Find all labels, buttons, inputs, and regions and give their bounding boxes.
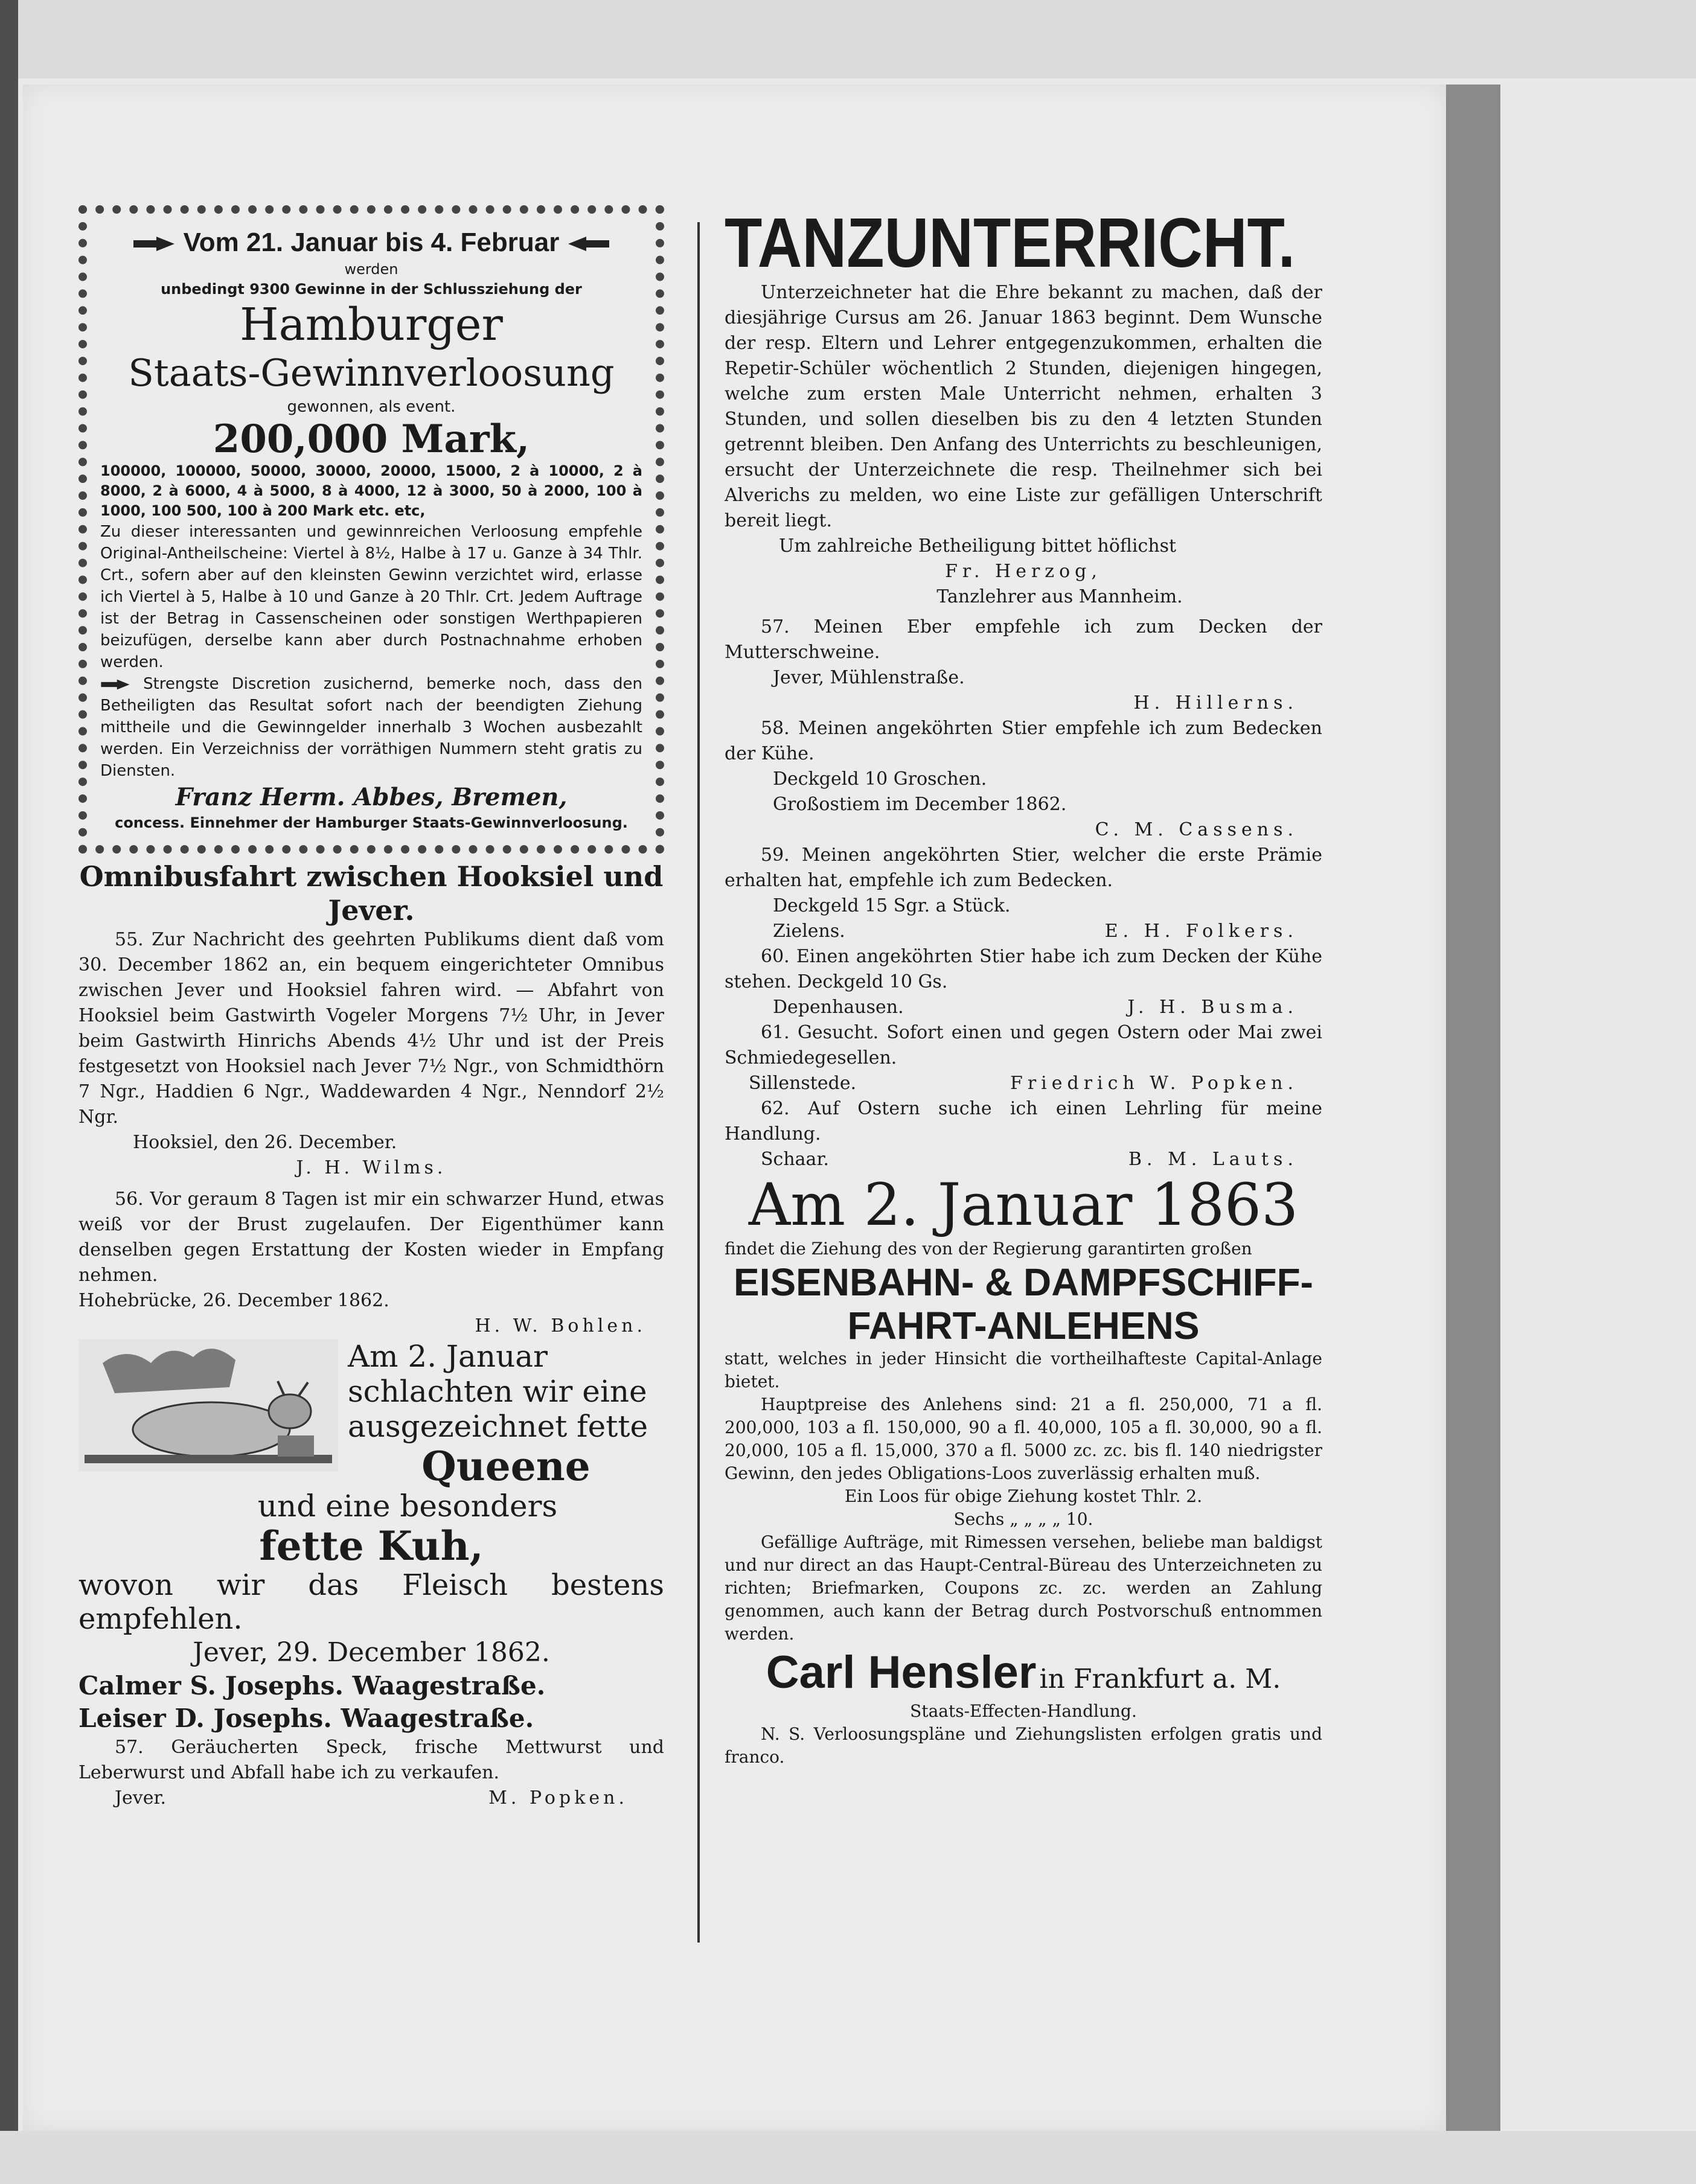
ad-60-signature: J. H. Busma. bbox=[1127, 997, 1298, 1018]
butcher-line-6: fette Kuh, bbox=[259, 1522, 484, 1569]
lottery-line1: unbedingt 9300 Gewinne in der Schlussziehung der bbox=[161, 281, 582, 298]
railway-text-3: Gefällige Aufträge, mit Rimessen versehen, beliebe man baldigst und nur direct an das Haupt-Central-Büreau des Unterzeichneten zu richten; Briefmarken, Coupons zc. zc. werden an Zahlung genommen, auch kann der Betrag durch Postvorschuß entnommen werden. bbox=[725, 1532, 1322, 1644]
left-column bbox=[78, 205, 664, 1811]
railway-loos-2: Sechs „ „ „ „ 10. bbox=[953, 1509, 1093, 1529]
ad-59-footer bbox=[725, 919, 1322, 944]
ad-58-signature: C. M. Cassens. bbox=[1095, 819, 1298, 840]
lottery-signature-sub: concess. Einnehmer der Hamburger Staats-Gewinnverloosung. bbox=[115, 814, 628, 831]
ad-57-signature: H. Hillerns. bbox=[1133, 692, 1298, 714]
dog-place: Hohebrücke, 26. December 1862. bbox=[78, 1290, 389, 1311]
lottery-prizes: 100000, 100000, 50000, 30000, 20000, 15000, 2 à 10000, 2 à 8000, 2 à 6000, 4 à 5000, 8 à 4000, 12 à 3000, 50 à 2000, 100 à 1000, 100 500, 100 à 200 Mark etc. etc, bbox=[100, 462, 642, 519]
ad-60 bbox=[725, 944, 1322, 1020]
ad-59-signature: E. H. Folkers. bbox=[1104, 921, 1298, 942]
ad-60-place: Depenhausen. bbox=[773, 997, 904, 1018]
ad-62-signature: B. M. Lauts. bbox=[1128, 1149, 1298, 1170]
ad-61 bbox=[725, 1020, 1322, 1096]
butcher-line-1: Am 2. Januar bbox=[348, 1339, 548, 1374]
butcher-line-4: Queene bbox=[421, 1443, 590, 1490]
butcher-line-5: und eine besonders bbox=[257, 1489, 558, 1524]
lottery-amount: 200,000 Mark, bbox=[213, 417, 530, 462]
book-edge bbox=[1446, 85, 1500, 2131]
butcher-sig-1: Calmer S. Josephs. Waagestraße. bbox=[78, 1671, 546, 1700]
ad-58 bbox=[725, 716, 1322, 843]
butcher-line-3: ausgezeichnet fette bbox=[348, 1409, 648, 1444]
dance-line: Um zahlreiche Betheiligung bittet höflichst bbox=[779, 535, 1177, 557]
speck-footer bbox=[78, 1786, 664, 1811]
ad-60-text: 60. Einen angeköhrten Stier habe ich zum Decken der Kühe stehen. Deckgeld 10 Gs. bbox=[725, 946, 1322, 992]
railway-signature: Carl Hensler bbox=[766, 1647, 1037, 1698]
ad-61-footer bbox=[725, 1071, 1322, 1096]
lottery-title-1: Hamburger bbox=[240, 299, 503, 351]
railway-title-1: EISENBAHN- & DAMPFSCHIFF- bbox=[734, 1260, 1313, 1304]
ad-61-text: 61. Gesucht. Sofort einen und gegen Ostern oder Mai zwei Schmiedegesellen. bbox=[725, 1022, 1322, 1068]
railway-intro: findet die Ziehung des von der Regierung garantirten großen bbox=[725, 1239, 1252, 1259]
railway-date: Am 2. Januar 1863 bbox=[748, 1171, 1299, 1239]
ad-62-footer bbox=[725, 1147, 1322, 1172]
railway-loos-1: Ein Loos für obige Ziehung kostet Thlr. 2. bbox=[844, 1486, 1203, 1506]
butcher-line-2: schlachten wir eine bbox=[348, 1374, 647, 1409]
dance-title: TANZUNTERRICHT. bbox=[725, 203, 1296, 282]
lottery-body-2: Strengste Discretion zusichernd, bemerke noch, dass den Betheiligten das Resultat sofort nach der beendigten Ziehung mittheile und die Gewinngelder innerhalb 3 Wochen ausbezahlt werden. Ein Verzeichniss der vorräthigen Nummern steht gratis zu Diensten. bbox=[100, 675, 642, 780]
dog-text: 56. Vor geraum 8 Tagen ist mir ein schwarzer Hund, etwas weiß vor der Brust zugelaufen. Der Eigenthümer kann denselben gegen Erstattung der Kosten wieder in Empfang nehmen. bbox=[78, 1189, 664, 1286]
ad-57-place: Jever, Mühlenstraße. bbox=[773, 667, 965, 688]
ad-59-extra: Deckgeld 15 Sgr. a Stück. bbox=[773, 895, 1011, 916]
ad-57-text: 57. Meinen Eber empfehle ich zum Decken der Mutterschweine. bbox=[725, 616, 1322, 663]
ad-61-signature: Friedrich W. Popken. bbox=[1010, 1073, 1298, 1094]
ad-57 bbox=[725, 615, 1322, 716]
speck-text: 57. Geräucherten Speck, frische Mettwurst und Leberwurst und Abfall habe ich zu verkaufen. bbox=[78, 1737, 664, 1783]
omnibus-heading: Omnibusfahrt zwischen Hooksiel und Jever. bbox=[79, 860, 664, 927]
lottery-signature: Franz Herm. Abbes, Bremen, bbox=[175, 783, 568, 811]
ad-60-footer bbox=[725, 995, 1322, 1020]
ad-59-text: 59. Meinen angeköhrten Stier, welcher die erste Prämie erhalten hat, empfehle ich zum Bedecken. bbox=[725, 845, 1322, 891]
railway-text-2: Hauptpreise des Anlehens sind: 21 a fl. 250,000, 71 a fl. 200,000, 103 a fl. 150,000, 90 a fl. 40,000, 105 a fl. 30,000, 90 a fl. 20,000, 105 a fl. 15,000, 370 a fl. 5000 zc. zc. bis fl. 140 niedrigster Gewinn, den jedes Obligations-Loos zuverlässig erhalten muß. bbox=[725, 1394, 1322, 1483]
railway-ns: N. S. Verloosungspläne und Ziehungslisten erfolgen gratis und franco. bbox=[725, 1724, 1322, 1767]
omnibus-place: Hooksiel, den 26. December. bbox=[133, 1132, 397, 1153]
lottery-body: Zu dieser interessanten und gewinnreichen Verloosung empfehle Original-Antheilscheine: Viertel à 8½, Halbe à 17 u. Ganze à 34 Thlr. Crt., sofern aber auf den kleinsten Gewinn verzichtet wird, erlasse ich Viertel à 5, Halbe à 10 und Ganze à 20 Thlr. Crt. Jedem Auftrage ist der Betrag in Cassenscheinen oder sonstigen Werthpapieren beizufügen, derselbe kann aber durch Postnachnahme erhoben werden. bbox=[100, 523, 642, 671]
railway-title-2: FAHRT-ANLEHENS bbox=[847, 1304, 1200, 1347]
omnibus-signature: J. H. Wilms. bbox=[296, 1157, 447, 1178]
lottery-werden: werden bbox=[344, 261, 398, 278]
butcher-place: Jever, 29. December 1862. bbox=[193, 1637, 550, 1668]
lottery-ad bbox=[78, 205, 664, 854]
scan-background-bottom bbox=[0, 2131, 1696, 2184]
butcher-line-7: wovon wir das Fleisch bestens empfehlen. bbox=[78, 1568, 664, 1636]
dance-text: Unterzeichneter hat die Ehre bekannt zu machen, daß der diesjährige Cursus am 26. Januar 1863 beginnt. Dem Wunsche der resp. Eltern und Lehrer entgegenzukommen, erhalten die Repetir-Schüler wöchentlich 2 Stunden, diejenigen hingegen, welche zum ersten Male Unterricht nehmen, erhalten 3 Stunden, und sollen dieselben bis zu den 4 letzten Stunden getrennt bleiben. Den Anfang des Unterrichts zu beschleunigen, ersucht der Unterzeichnete die resp. Theilnehmer sich bei Alverichs zu melden, wo eine Liste zur gefälligen Unterschrift bereit liegt. bbox=[725, 282, 1322, 531]
ad-61-place: Sillenstede. bbox=[749, 1073, 857, 1094]
scan-background-top bbox=[0, 0, 1696, 78]
dance-signature-sub: Tanzlehrer aus Mannheim. bbox=[936, 586, 1183, 607]
butcher-ad-top bbox=[78, 1339, 664, 1489]
lottery-title-2: Staats-Gewinnverloosung bbox=[128, 351, 615, 395]
speck-place: Jever. bbox=[115, 1787, 167, 1809]
ad-59-place: Zielens. bbox=[773, 921, 845, 942]
pointing-hand-icon bbox=[100, 677, 130, 692]
ad-62 bbox=[725, 1096, 1322, 1172]
ad-58-text: 58. Meinen angeköhrten Stier empfehle ich zum Bedecken der Kühe. bbox=[725, 718, 1322, 764]
lottery-gewonnen: gewonnen, als event. bbox=[287, 398, 456, 416]
ad-58-place: Großostiem im December 1862. bbox=[773, 794, 1067, 815]
speck-signature: M. Popken. bbox=[488, 1787, 628, 1809]
dog-signature: H. W. Bohlen. bbox=[475, 1315, 646, 1336]
railway-signature-place: in Frankfurt a. M. bbox=[1039, 1664, 1281, 1694]
butcher-ad-right bbox=[338, 1339, 664, 1489]
omnibus-text: 55. Zur Nachricht des geehrten Publikums dient daß vom 30. December 1862 an, ein bequem eingerichteter Omnibus zwischen Jever und Hooksiel fahren wird. — Abfahrt von Hooksiel beim Gastwirth Vogeler Morgens 7½ Uhr, in Jever beim Gastwirth Hinrichs Abends 4½ Uhr und ist der Preis festgesetzt von Hooksiel nach Jever 7½ Ngr., von Schmidthörn 7 Ngr., Haddien 6 Ngr., Waddewarden 4 Ngr., Nenndorf 2½ Ngr. bbox=[78, 929, 664, 1128]
pointing-hand-icon bbox=[132, 234, 176, 254]
column-divider bbox=[697, 222, 700, 1943]
ad-59 bbox=[725, 843, 1322, 944]
dance-signature: Fr. Herzog, bbox=[945, 561, 1102, 582]
ad-62-text: 62. Auf Ostern suche ich einen Lehrling für meine Handlung. bbox=[725, 1098, 1322, 1145]
right-column bbox=[725, 205, 1322, 1769]
lottery-dates: Vom 21. Januar bis 4. Februar bbox=[100, 226, 642, 260]
ad-58-extra: Deckgeld 10 Groschen. bbox=[773, 768, 987, 790]
railway-text-1: statt, welches in jeder Hinsicht die vortheilhafteste Capital-Anlage bietet. bbox=[725, 1349, 1322, 1391]
pointing-hand-icon bbox=[567, 234, 610, 254]
ad-62-place: Schaar. bbox=[761, 1149, 830, 1170]
railway-signature-line bbox=[725, 1646, 1322, 1700]
book-spine bbox=[0, 0, 18, 2184]
cow-illustration bbox=[78, 1339, 338, 1472]
butcher-sig-2: Leiser D. Josephs. Waagestraße. bbox=[78, 1703, 534, 1733]
railway-signature-sub: Staats-Effecten-Handlung. bbox=[910, 1701, 1137, 1721]
